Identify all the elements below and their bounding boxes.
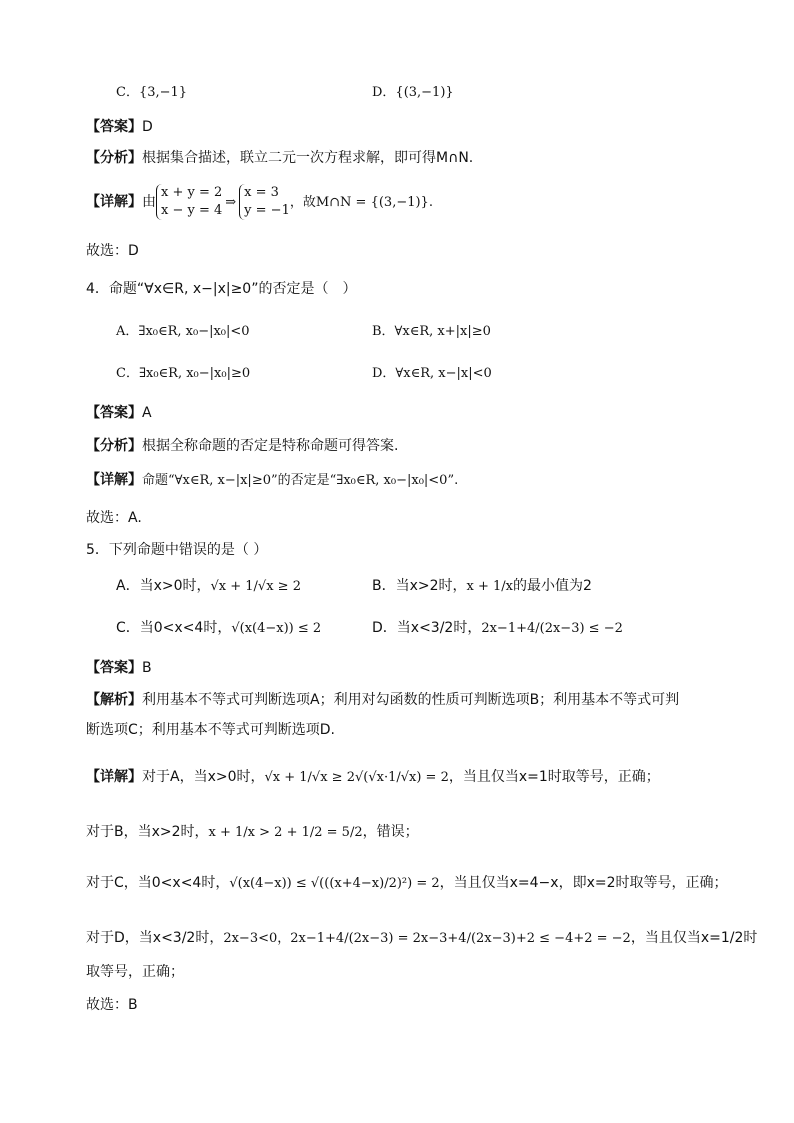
equation-system-right: x = 3 y = −1 — [239, 184, 290, 220]
option-b-post: 的最小值为2 — [513, 578, 592, 594]
q5-option-b — [372, 576, 592, 597]
q3-choice: 故选：D — [86, 243, 139, 259]
answer-label: 【答案】 — [86, 119, 142, 135]
q5-stem: 5．下列命题中错误的是（ ） — [86, 542, 268, 558]
answer-value: B — [142, 660, 152, 676]
detail-b-post: ，错误； — [362, 824, 419, 840]
detail-d-math: 2x−3<0，2x−1+4/(2x−3) = 2x−3+4/(2x−3)+2 ≤ −4+2 = −2 — [223, 931, 631, 946]
analysis-text: 根据集合描述，联立二元一次方程求解，即可得M∩N. — [142, 150, 474, 166]
analysis-label: 【分析】 — [86, 438, 142, 454]
answer-value: D — [142, 119, 153, 135]
detail-pre: 由 — [142, 194, 156, 210]
detail-c-post: ，当且仅当x=4−x，即x=2时取等号，正确； — [439, 875, 728, 891]
q5-option-c — [116, 618, 321, 639]
detail-a-pre: 对于A，当x>0时， — [142, 769, 265, 785]
detail-b-math: x + 1/x > 2 + 1/2 = 5/2 — [208, 825, 363, 840]
analysis-text: 根据全称命题的否定是特称命题可得答案. — [142, 438, 399, 454]
analysis-text: 利用基本不等式可判断选项A；利用对勾函数的性质可判断选项B；利用基本不等式可判 — [142, 692, 680, 708]
detail-label: 【详解】 — [86, 472, 142, 488]
option-c-math: √(x(4−x)) ≤ 2 — [231, 621, 322, 636]
q3-option-c: C．{3,−1} — [116, 85, 188, 100]
q3-option-d: D．{(3,−1)} — [372, 85, 454, 100]
equation-system-left: x + y = 2 x − y = 4 — [156, 184, 222, 220]
q5-answer — [86, 658, 152, 678]
option-a-math: √x + 1/√x ≥ 2 — [210, 579, 301, 594]
option-d-math: 2x−1+4/(2x−3) ≤ −2 — [481, 621, 623, 636]
q4-option-b: B．∀x∈R, x+|x|≥0 — [372, 324, 491, 339]
q4-stem: 4．命题“∀x∈R, x−|x|≥0”的否定是（ ） — [86, 281, 357, 297]
q3-analysis — [86, 148, 473, 168]
q5-option-d — [372, 618, 623, 639]
detail-text: 命题“∀x∈R, x−|x|≥0”的否定是“∃x₀∈R, x₀−|x₀|<0”. — [142, 473, 459, 488]
q5-choice: 故选：B — [86, 997, 138, 1013]
analysis-label: 【分析】 — [86, 150, 142, 166]
q5-detail-b — [86, 822, 419, 843]
analysis-label: 【解析】 — [86, 692, 142, 708]
detail-c-math: √(x(4−x)) ≤ √(((x+4−x)/2)²) = 2 — [229, 876, 440, 891]
option-b-pre: B．当x>2时， — [372, 578, 467, 594]
implies-symbol: ⇒ — [225, 195, 237, 210]
option-d-pre: D．当x<3/2时， — [372, 620, 482, 636]
q4-option-a: A．∃x₀∈R, x₀−|x₀|<0 — [116, 324, 250, 339]
q5-option-a — [116, 576, 301, 597]
q5-detail-a — [86, 767, 660, 788]
answer-label: 【答案】 — [86, 405, 142, 421]
q4-choice: 故选：A. — [86, 510, 142, 526]
q5-detail-c — [86, 873, 728, 894]
detail-a-math: √x + 1/√x ≥ 2√(√x·1/√x) = 2 — [264, 770, 449, 785]
answer-label: 【答案】 — [86, 660, 142, 676]
q5-analysis-line2: 断选项C；利用基本不等式可判断选项D. — [86, 722, 336, 738]
q3-answer — [86, 117, 153, 137]
q4-analysis — [86, 436, 398, 456]
option-a-pre: A．当x>0时， — [116, 578, 211, 594]
detail-d-pre: 对于D，当x<3/2时， — [86, 930, 224, 946]
option-c-pre: C．当0<x<4时， — [116, 620, 232, 636]
detail-c-pre: 对于C，当0<x<4时， — [86, 875, 230, 891]
q5-analysis-line1 — [86, 690, 679, 710]
q5-detail-d-line2: 取等号，正确； — [86, 964, 184, 980]
q3-detail — [86, 182, 433, 223]
detail-b-pre: 对于B，当x>2时， — [86, 824, 209, 840]
detail-a-post: ，当且仅当x=1时取等号，正确； — [448, 769, 660, 785]
q5-detail-d — [86, 928, 757, 949]
detail-label: 【详解】 — [86, 769, 142, 785]
detail-label: 【详解】 — [86, 194, 142, 210]
q4-option-d: D．∀x∈R, x−|x|<0 — [372, 366, 492, 381]
detail-post: ，故M∩N = {(3,−1)}. — [289, 195, 433, 210]
answer-value: A — [142, 405, 152, 421]
option-b-math: x + 1/x — [466, 579, 514, 594]
detail-d-post: ，当且仅当x=1/2时 — [630, 930, 758, 946]
q4-option-c: C．∃x₀∈R, x₀−|x₀|≥0 — [116, 366, 251, 381]
q4-detail — [86, 470, 458, 491]
q4-answer — [86, 403, 152, 423]
